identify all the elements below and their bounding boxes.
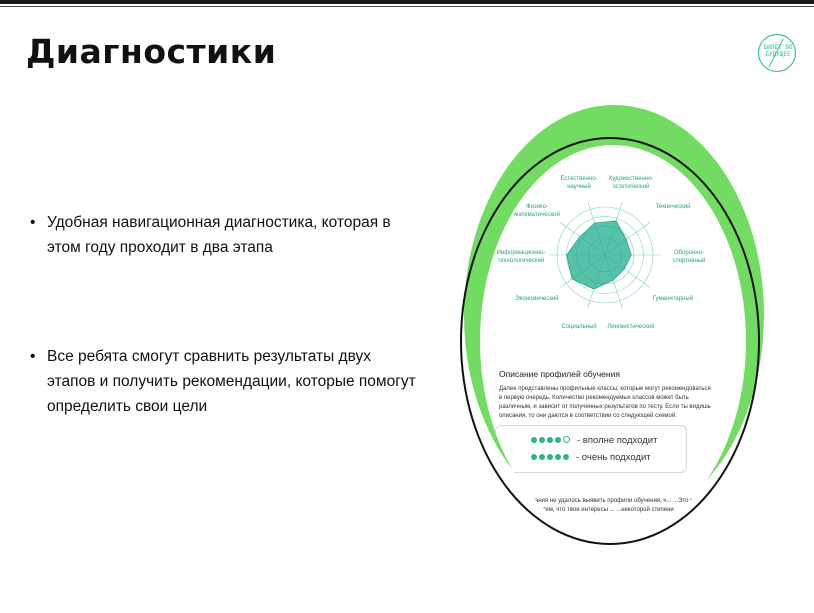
- radar-axis-label: Гуманитарный: [652, 295, 694, 302]
- logo-text: БИЛЕТ ВО БУДУЩЕЕ: [763, 44, 793, 58]
- bullet-marker: •: [30, 348, 36, 365]
- radar-axis-label: Социальный: [561, 324, 597, 331]
- legend-row-fits-well: [531, 435, 657, 446]
- radar-axis-label: Художественно- эстетический: [608, 175, 654, 190]
- slide-title: Диагностики: [26, 32, 277, 71]
- top-border-line: [0, 6, 814, 7]
- bullet-text: Удобная навигационная диагностика, которая в этом году проходит в два этапа: [47, 214, 391, 256]
- diagnostic-screenshot: [480, 145, 746, 537]
- radar-axis-label: Информационно- технологический: [496, 250, 546, 264]
- legend-row-fits-very-well: [531, 452, 651, 463]
- radar-axis-label: Экономический: [515, 295, 559, 302]
- dot-rating: [531, 435, 572, 446]
- dot-rating: [531, 452, 571, 463]
- radar-profile-shape: [567, 221, 632, 289]
- radar-axis-label: Технический: [655, 204, 691, 211]
- bullet-text: Все ребята смогут сравнить результаты двух этапов и получить рекомендации, которые помогут определить свои цели: [47, 348, 416, 415]
- top-border: [0, 0, 814, 4]
- legend-label: - вполне подходит: [577, 435, 658, 446]
- legend-label: - очень подходит: [576, 452, 651, 463]
- legend-box: [495, 425, 687, 473]
- footer-text: ...ы тестирования не удалось выявить профили обучения, ч... ...Это может быть связано с тем, что твои интересы ... ...некоторой степени «противоречи...: [499, 498, 708, 522]
- radar-axis-label: Физико- математический: [514, 204, 560, 219]
- bullet-marker: •: [30, 214, 36, 231]
- radar-axis-label: Лингвистический: [607, 324, 655, 331]
- section-heading: Описание профилей обучения: [499, 369, 620, 379]
- radar-axis-label: Естественно- научный: [560, 175, 598, 190]
- radar-axis-label: Оборонно- спортивный: [672, 250, 706, 264]
- section-description: Далее представлены профильные классы, которые могут рекомендоваться в первую очередь. Количество рекомендуемых классов может быть различным, и зависит от полученных результатов по тесту. Если ты видишь описания, то они даются в соответствии со следующей схемой:: [499, 386, 711, 419]
- screenshot-circle: [450, 105, 770, 555]
